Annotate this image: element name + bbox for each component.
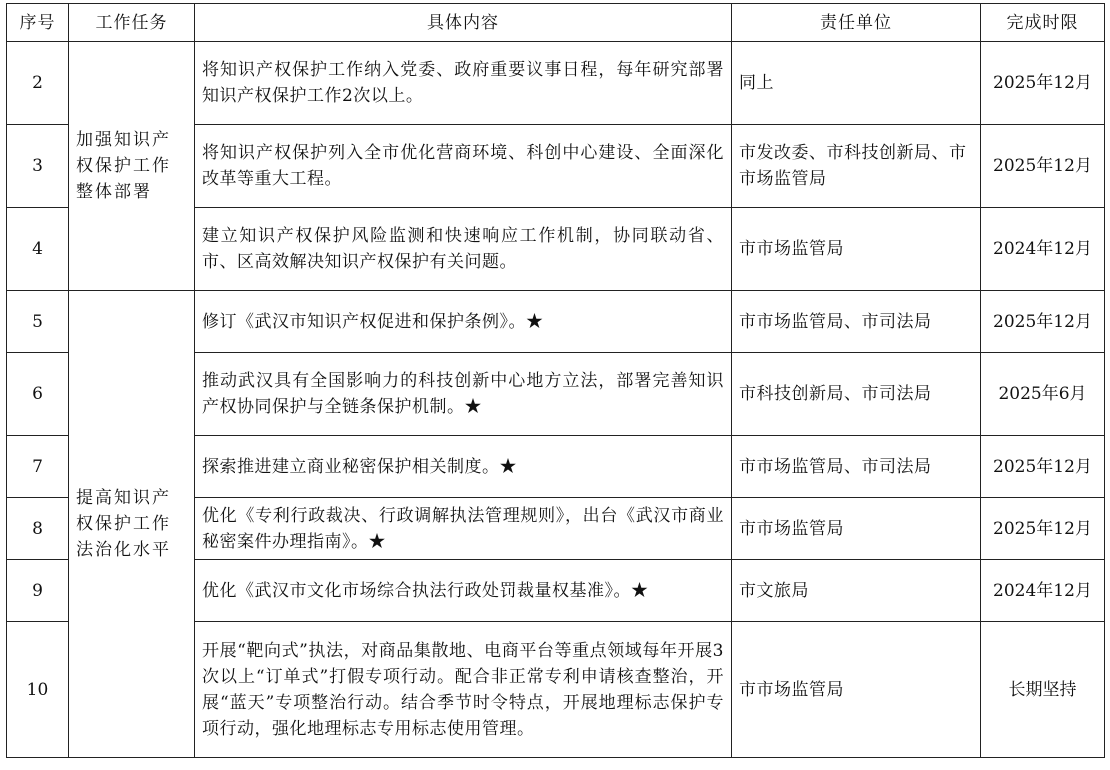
row-content: 优化《专利行政裁决、行政调解执法管理规则》，出台《武汉市商业秘密案件办理指南》。★ [195,498,732,560]
row-unit: 市文旅局 [732,560,981,622]
table-row [7,42,1105,125]
row-content: 开展“靶向式”执法，对商品集散地、电商平台等重点领域每年开展3次以上“订单式”打假专项行动。配合非正常专利申请核查整治，开展“蓝天”专项整治行动。结合季节时令特点，开展地理标志保护专项行动，强化地理标志专用标志使用管理。 [195,622,732,758]
table-row [7,291,1105,353]
task-table [6,3,1105,758]
row-content: 建立知识产权保护风险监测和快速响应工作机制，协同联动省、市、区高效解决知识产权保护有关问题。 [195,208,732,291]
row-unit: 市市场监管局、市司法局 [732,436,981,498]
row-unit: 市市场监管局、市司法局 [732,291,981,353]
row-number: 10 [7,622,69,758]
row-content: 推动武汉具有全国影响力的科技创新中心地方立法，部署完善知识产权协同保护与全链条保护机制。★ [195,353,732,436]
row-deadline: 2025年6月 [981,353,1105,436]
row-content: 优化《武汉市文化市场综合执法行政处罚裁量权基准》。★ [195,560,732,622]
row-deadline: 2025年12月 [981,125,1105,208]
row-unit: 市科技创新局、市司法局 [732,353,981,436]
row-deadline: 2025年12月 [981,436,1105,498]
header-task: 工作任务 [69,4,195,42]
row-deadline: 2025年12月 [981,291,1105,353]
row-unit: 市市场监管局 [732,622,981,758]
row-number: 2 [7,42,69,125]
task-group-cell: 提高知识产权保护工作法治化水平 [69,291,195,758]
row-deadline: 2025年12月 [981,498,1105,560]
row-content: 将知识产权保护工作纳入党委、政府重要议事日程，每年研究部署知识产权保护工作2次以上。 [195,42,732,125]
row-unit: 市市场监管局 [732,208,981,291]
row-number: 7 [7,436,69,498]
row-number: 4 [7,208,69,291]
row-content: 探索推进建立商业秘密保护相关制度。★ [195,436,732,498]
row-number: 6 [7,353,69,436]
row-unit: 同上 [732,42,981,125]
row-deadline: 2025年12月 [981,42,1105,125]
row-deadline: 2024年12月 [981,208,1105,291]
row-deadline: 长期坚持 [981,622,1105,758]
header-deadline: 完成时限 [981,4,1105,42]
row-number: 8 [7,498,69,560]
task-group-cell: 加强知识产权保护工作整体部署 [69,42,195,291]
row-number: 5 [7,291,69,353]
header-unit: 责任单位 [732,4,981,42]
row-content: 将知识产权保护列入全市优化营商环境、科创中心建设、全面深化改革等重大工程。 [195,125,732,208]
row-number: 9 [7,560,69,622]
table-header-row [7,4,1105,42]
header-number: 序号 [7,4,69,42]
row-unit: 市市场监管局 [732,498,981,560]
row-content: 修订《武汉市知识产权促进和保护条例》。★ [195,291,732,353]
row-number: 3 [7,125,69,208]
row-unit: 市发改委、市科技创新局、市市场监管局 [732,125,981,208]
header-content: 具体内容 [195,4,732,42]
row-deadline: 2024年12月 [981,560,1105,622]
